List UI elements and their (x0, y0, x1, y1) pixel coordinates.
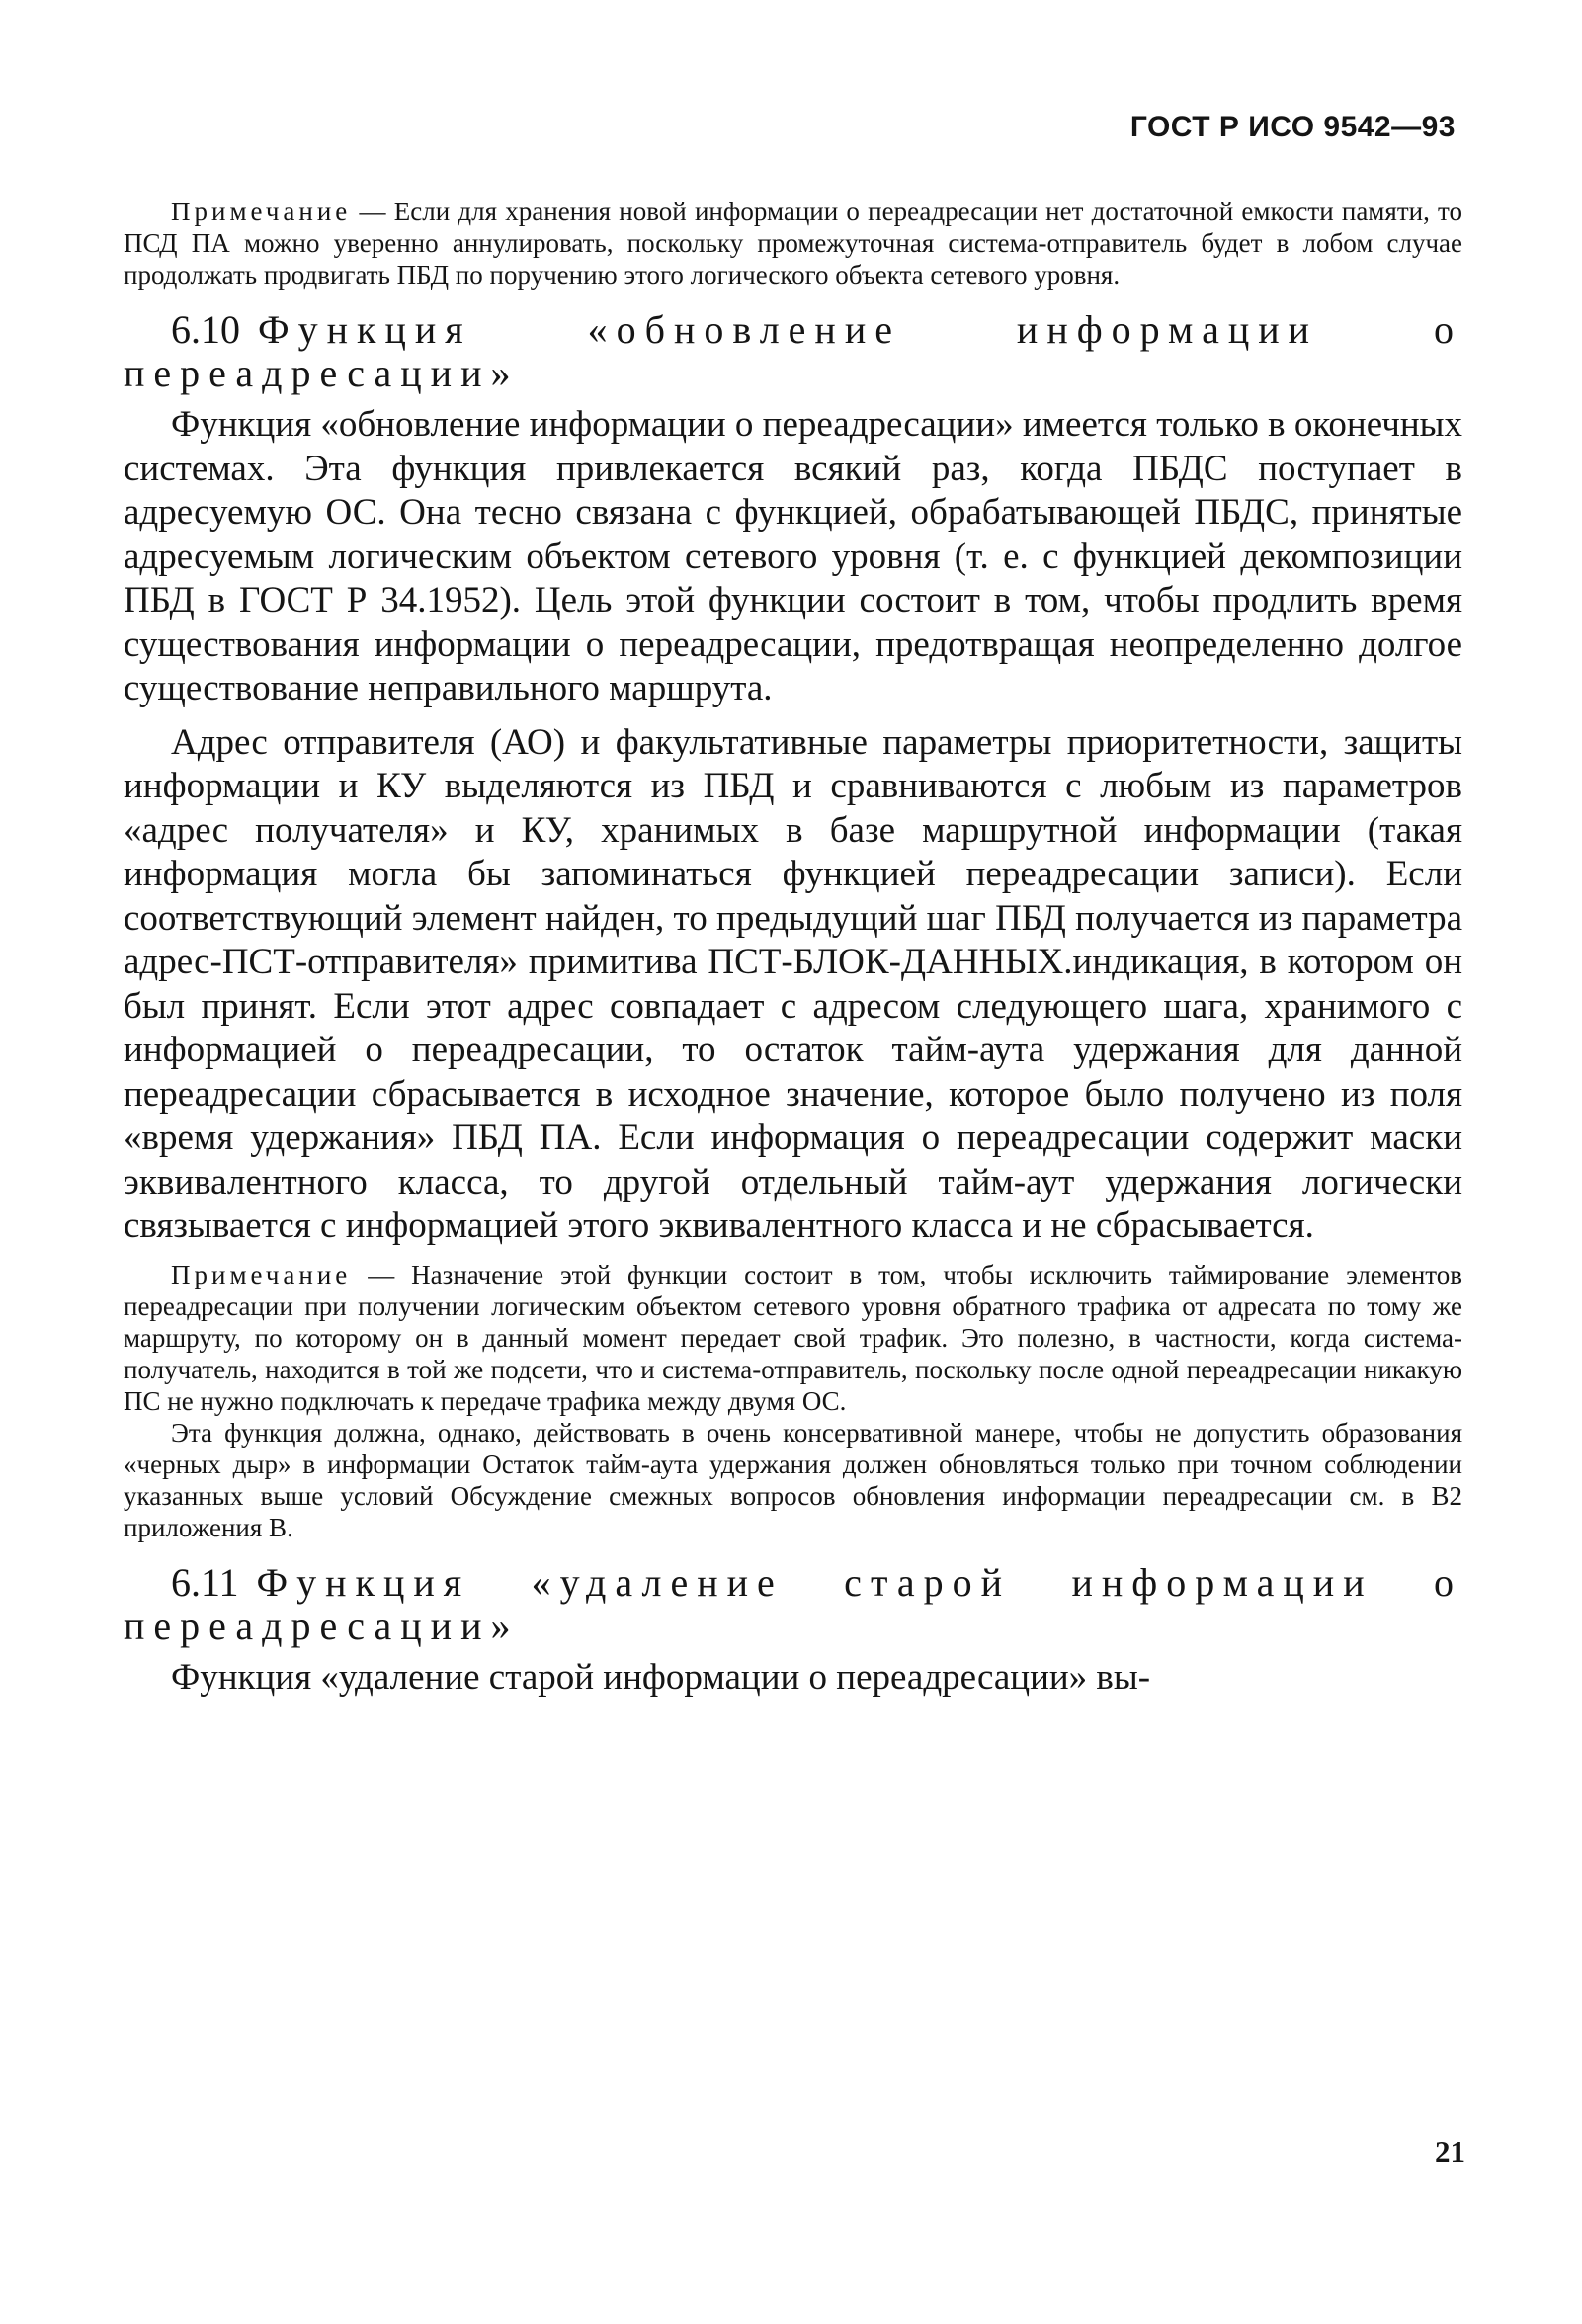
note-text: — Назначение этой функции состоит в том, чтобы исключить таймирование элементов переадресации при получении логическим объектом сетевого уровня обратного трафика от адресата по тому же маршруту, по которому он в данный момент передает свой трафик. Это полезно, в частности, когда система-получатель, находится в той же подсети, что и система-отправитель, поскольку после одной переадресации никакую ПС не нужно подключать к передаче трафика между двумя ОС. (124, 1259, 1462, 1416)
section-number: 6.11 (171, 1559, 239, 1605)
page-content (124, 196, 1462, 1700)
note-paragraph (124, 196, 1462, 290)
body-paragraph: Адрес отправителя (АО) и факультативные параметры приоритетности, защиты информации и КУ выделяются из ПБД и сравниваются с любым из параметров «адрес получателя» и КУ, хранимых в базе маршрутной информации (такая информация могла бы запоминаться функцией переадресации записи). Если соответствующий элемент найден, то предыдущий шаг ПБД получается из параметра адрес-ПСТ-отправителя» примитива ПСТ-БЛОК-ДАННЫХ.индикация, в котором он был принят. Если этот адрес совпадает с адресом следующего шага, хранимого с информацией о переадресации, то остаток тайм-аута удержания для данной переадресации сбрасывается в исходное значение, которое было получено из поля «время удержания» ПБД ПА. Если информация о переадресации содержит маски эквивалентного класса, то другой отдельный тайм-аут удержания логически связывается с информацией этого эквивалентного класса и не сбрасывается. (124, 721, 1462, 1246)
page-header: ГОСТ Р ИСО 9542—93 (1129, 111, 1456, 143)
section-title: Функция «удаление старой информации о переадресации» (124, 1559, 1462, 1648)
section-number: 6.10 (171, 307, 240, 352)
note-label: Примечание (171, 197, 352, 226)
page-number: 21 (1435, 2134, 1465, 2169)
note-text: — Если для хранения новой информации о переадресации нет достаточной емкости памяти, то ПСД ПА можно уверенно аннулировать, поскольку промежуточная система-отправитель будет в лобом случае продолжать продвигать ПБД по поручению этого логического объекта сетевого уровня. (124, 197, 1462, 290)
note-paragraph (124, 1259, 1462, 1417)
section-heading-6-11 (124, 1561, 1462, 1648)
note-label: Примечание (171, 1259, 352, 1289)
section-heading-6-10 (124, 308, 1462, 395)
section-title: Функция «обновление информации о переадресации» (124, 307, 1462, 395)
body-paragraph: Функция «удаление старой информации о переадресации» вы- (171, 1656, 1151, 1698)
note-paragraph: Эта функция должна, однако, действовать в очень консервативной манере, чтобы не допустить образования «черных дыр» в информации Остаток тайм-аута удержания должен обновляться только при точном соблюдении указанных выше условий Обсуждение смежных вопросов обновления информации переадресации см. в В2 приложения В. (124, 1417, 1462, 1542)
body-paragraph: Функция «обновление информации о переадресации» имеется только в оконечных системах. Эта функция привлекается всякий раз, когда ПБДС поступает в адресуемую ОС. Она тесно связана с функцией, обрабатывающей ПБДС, принятые адресуемым логическим объектом сетевого уровня (т. е. с функцией декомпозиции ПБД в ГОСТ Р 34.1952). Цель этой функции состоит в том, чтобы продлить время существования информации о переадресации, предотвращая неопределенно долгое существование неправильного маршрута. (124, 404, 1462, 708)
